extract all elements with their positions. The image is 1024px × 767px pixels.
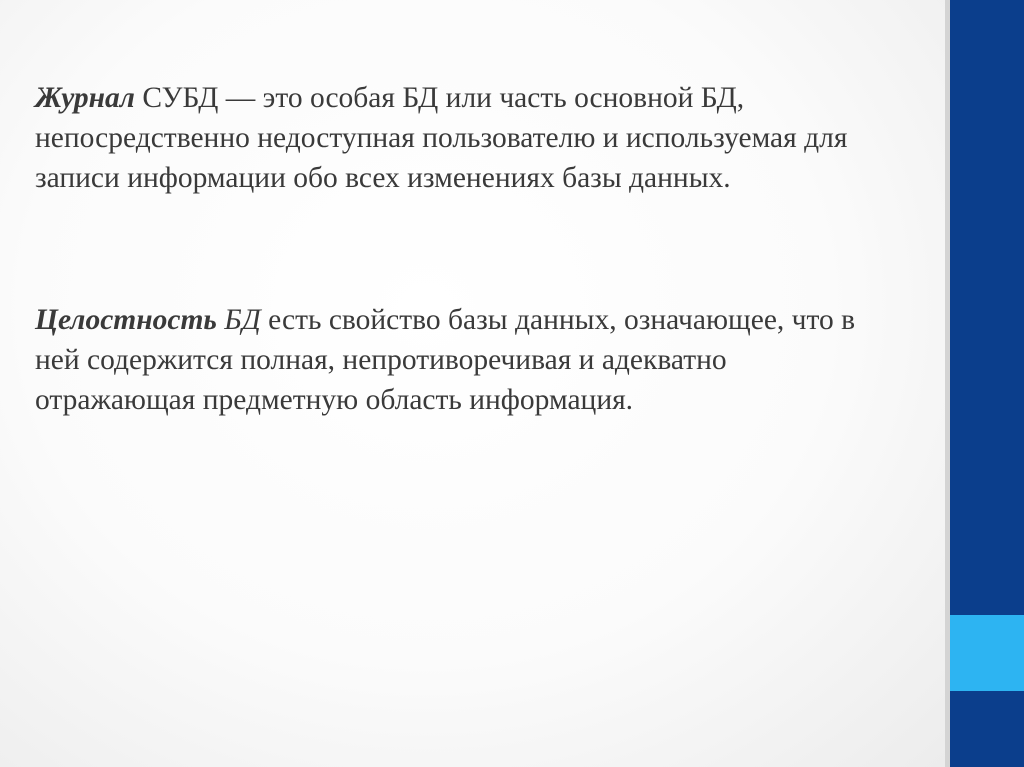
definition-integrity <box>35 300 865 420</box>
definition-journal <box>35 78 865 198</box>
term-integrity-suffix: БД <box>216 304 261 336</box>
term-journal: Журнал <box>35 82 135 114</box>
definition-integrity-text: есть свойство базы данных, означающее, что в ней содержится полная, непротиворечивая и адекватно отражающая предметную область информация. <box>35 304 856 416</box>
term-integrity: Целостность <box>35 304 217 336</box>
decorative-sidebar-accent <box>950 615 1024 691</box>
definition-journal-text: СУБД — это особая БД или часть основной БД, непосредственно недоступная пользователю и используемая для записи информации обо всех изменениях базы данных. <box>35 82 848 194</box>
